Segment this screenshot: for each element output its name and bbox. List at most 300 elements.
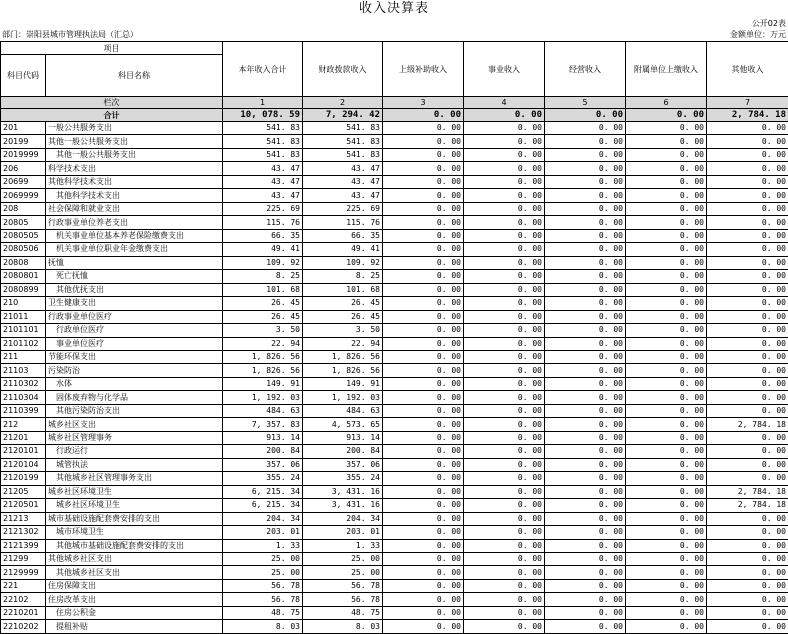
row-code: 2101101 xyxy=(1,324,46,337)
table-row xyxy=(1,391,788,404)
row-value: 0. 00 xyxy=(707,243,788,256)
row-value: 0. 00 xyxy=(626,148,707,161)
row-value: 0. 00 xyxy=(464,391,545,404)
row-value: 0. 00 xyxy=(464,526,545,539)
row-value: 0. 00 xyxy=(707,579,788,592)
row-name: 提租补贴 xyxy=(46,620,223,633)
row-value: 0. 00 xyxy=(464,364,545,377)
row-value: 0. 00 xyxy=(464,175,545,188)
income-table xyxy=(0,41,788,634)
row-value: 0. 00 xyxy=(707,175,788,188)
row-value: 0. 00 xyxy=(383,377,464,390)
row-name: 其他一般公共服务支出 xyxy=(46,135,223,148)
row-value: 8. 03 xyxy=(303,620,383,633)
row-value: 204. 34 xyxy=(223,512,303,525)
row-value: 0. 00 xyxy=(626,135,707,148)
row-name: 其他城乡社区管理事务支出 xyxy=(46,472,223,485)
header-name: 科目名称 xyxy=(46,55,223,97)
table-row xyxy=(1,270,788,283)
row-value: 43. 47 xyxy=(223,189,303,202)
row-name: 行政单位医疗 xyxy=(46,324,223,337)
row-value: 0. 00 xyxy=(464,324,545,337)
row-value: 0. 00 xyxy=(383,350,464,363)
row-name: 行政事业单位养老支出 xyxy=(46,216,223,229)
table-row xyxy=(1,579,788,592)
row-value: 0. 00 xyxy=(545,445,626,458)
unit-label: 金额单位：万元 xyxy=(730,30,786,39)
row-value: 48. 75 xyxy=(303,606,383,619)
row-value: 0. 00 xyxy=(383,553,464,566)
row-value: 203. 01 xyxy=(223,526,303,539)
row-value: 0. 00 xyxy=(626,579,707,592)
row-code: 20699 xyxy=(1,175,46,188)
row-value: 0. 00 xyxy=(464,539,545,552)
row-code: 2110399 xyxy=(1,404,46,417)
row-code: 2120199 xyxy=(1,472,46,485)
row-code: 2120101 xyxy=(1,445,46,458)
table-row xyxy=(1,324,788,337)
table-row xyxy=(1,135,788,148)
row-value: 0. 00 xyxy=(383,256,464,269)
row-value: 0. 00 xyxy=(383,122,464,135)
row-value: 0. 00 xyxy=(464,216,545,229)
row-value: 541. 83 xyxy=(303,135,383,148)
row-value: 0. 00 xyxy=(545,364,626,377)
total-value: 0. 00 xyxy=(545,109,626,122)
row-value: 0. 00 xyxy=(626,324,707,337)
total-label: 合计 xyxy=(1,109,223,122)
row-value: 0. 00 xyxy=(545,216,626,229)
row-value: 541. 83 xyxy=(303,122,383,135)
row-value: 225. 69 xyxy=(223,202,303,215)
table-row xyxy=(1,458,788,471)
lanci-num: 7 xyxy=(707,97,788,109)
row-value: 357. 06 xyxy=(223,458,303,471)
row-value: 0. 00 xyxy=(626,256,707,269)
row-value: 0. 00 xyxy=(707,512,788,525)
row-name: 住房保障支出 xyxy=(46,579,223,592)
row-value: 0. 00 xyxy=(545,553,626,566)
lanci-num: 5 xyxy=(545,97,626,109)
report-title: 收入决算表 xyxy=(358,1,429,16)
row-value: 0. 00 xyxy=(383,512,464,525)
row-value: 0. 00 xyxy=(464,229,545,242)
row-value: 0. 00 xyxy=(707,593,788,606)
row-value: 204. 34 xyxy=(303,512,383,525)
row-code: 2110302 xyxy=(1,377,46,390)
row-name: 其他城市基础设施配套费安排的支出 xyxy=(46,539,223,552)
row-value: 49. 41 xyxy=(303,243,383,256)
row-value: 0. 00 xyxy=(464,283,545,296)
row-value: 0. 00 xyxy=(626,350,707,363)
row-value: 0. 00 xyxy=(707,283,788,296)
row-value: 0. 00 xyxy=(626,539,707,552)
row-value: 0. 00 xyxy=(464,553,545,566)
table-row xyxy=(1,216,788,229)
row-value: 0. 00 xyxy=(464,579,545,592)
row-value: 0. 00 xyxy=(545,243,626,256)
row-value: 25. 00 xyxy=(223,566,303,579)
row-value: 203. 01 xyxy=(303,526,383,539)
row-value: 0. 00 xyxy=(545,539,626,552)
row-value: 8. 03 xyxy=(223,620,303,633)
row-value: 541. 83 xyxy=(223,122,303,135)
row-code: 2110304 xyxy=(1,391,46,404)
table-row xyxy=(1,283,788,296)
row-value: 4, 573. 65 xyxy=(303,418,383,431)
row-value: 0. 00 xyxy=(545,324,626,337)
row-code: 2121302 xyxy=(1,526,46,539)
table-row xyxy=(1,337,788,350)
row-code: 2120501 xyxy=(1,499,46,512)
row-code: 2080505 xyxy=(1,229,46,242)
row-value: 22. 94 xyxy=(223,337,303,350)
total-value: 7, 294. 42 xyxy=(303,109,383,122)
row-value: 6, 215. 34 xyxy=(223,499,303,512)
row-value: 200. 84 xyxy=(223,445,303,458)
lanci-num: 1 xyxy=(223,97,303,109)
row-value: 0. 00 xyxy=(383,418,464,431)
row-value: 0. 00 xyxy=(626,297,707,310)
row-name: 城乡社区环境卫生 xyxy=(46,485,223,498)
row-value: 0. 00 xyxy=(545,499,626,512)
table-row xyxy=(1,256,788,269)
row-name: 住房改革支出 xyxy=(46,593,223,606)
row-value: 0. 00 xyxy=(545,189,626,202)
row-value: 0. 00 xyxy=(626,404,707,417)
row-value: 43. 47 xyxy=(223,162,303,175)
row-value: 0. 00 xyxy=(383,472,464,485)
row-value: 56. 78 xyxy=(223,579,303,592)
row-value: 541. 83 xyxy=(303,148,383,161)
row-name: 一般公共服务支出 xyxy=(46,122,223,135)
row-value: 0. 00 xyxy=(464,566,545,579)
row-value: 0. 00 xyxy=(545,270,626,283)
row-value: 0. 00 xyxy=(383,270,464,283)
row-value: 0. 00 xyxy=(707,162,788,175)
row-code: 21299 xyxy=(1,553,46,566)
row-value: 0. 00 xyxy=(383,324,464,337)
row-value: 0. 00 xyxy=(383,526,464,539)
header-col-3: 上级补助收入 xyxy=(383,42,464,97)
row-value: 48. 75 xyxy=(223,606,303,619)
row-value: 0. 00 xyxy=(707,404,788,417)
row-value: 1, 826. 56 xyxy=(303,364,383,377)
row-name: 水体 xyxy=(46,377,223,390)
row-value: 0. 00 xyxy=(383,135,464,148)
table-row xyxy=(1,499,788,512)
header-col-6: 附属单位上缴收入 xyxy=(626,42,707,97)
row-code: 2069999 xyxy=(1,189,46,202)
row-code: 221 xyxy=(1,579,46,592)
row-value: 3. 50 xyxy=(303,324,383,337)
row-value: 0. 00 xyxy=(383,499,464,512)
row-value: 0. 00 xyxy=(626,418,707,431)
row-value: 25. 00 xyxy=(303,553,383,566)
row-value: 0. 00 xyxy=(464,512,545,525)
row-value: 0. 00 xyxy=(383,229,464,242)
row-value: 0. 00 xyxy=(707,391,788,404)
row-value: 0. 00 xyxy=(626,566,707,579)
row-value: 0. 00 xyxy=(707,377,788,390)
row-value: 1. 33 xyxy=(223,539,303,552)
row-value: 0. 00 xyxy=(383,606,464,619)
row-value: 0. 00 xyxy=(464,431,545,444)
row-value: 109. 92 xyxy=(223,256,303,269)
row-value: 49. 41 xyxy=(223,243,303,256)
row-value: 26. 45 xyxy=(303,310,383,323)
row-code: 20808 xyxy=(1,256,46,269)
row-value: 0. 00 xyxy=(464,620,545,633)
row-value: 0. 00 xyxy=(545,337,626,350)
row-value: 484. 63 xyxy=(303,404,383,417)
row-value: 0. 00 xyxy=(626,216,707,229)
row-value: 0. 00 xyxy=(464,472,545,485)
row-value: 109. 92 xyxy=(303,256,383,269)
row-value: 0. 00 xyxy=(464,310,545,323)
row-value: 0. 00 xyxy=(464,202,545,215)
row-value: 26. 45 xyxy=(223,297,303,310)
row-value: 1, 192. 03 xyxy=(303,391,383,404)
row-value: 0. 00 xyxy=(545,175,626,188)
row-value: 0. 00 xyxy=(545,283,626,296)
row-value: 0. 00 xyxy=(626,593,707,606)
row-value: 2, 784. 18 xyxy=(707,418,788,431)
row-value: 0. 00 xyxy=(707,526,788,539)
row-value: 66. 35 xyxy=(223,229,303,242)
row-value: 0. 00 xyxy=(626,512,707,525)
row-value: 0. 00 xyxy=(383,593,464,606)
row-value: 0. 00 xyxy=(464,337,545,350)
row-value: 0. 00 xyxy=(707,216,788,229)
table-row xyxy=(1,189,788,202)
row-value: 0. 00 xyxy=(545,391,626,404)
row-value: 0. 00 xyxy=(545,256,626,269)
row-value: 0. 00 xyxy=(707,606,788,619)
table-row xyxy=(1,445,788,458)
row-value: 6, 215. 34 xyxy=(223,485,303,498)
row-name: 固体废弃物与化学品 xyxy=(46,391,223,404)
table-row xyxy=(1,526,788,539)
lanci-label: 栏次 xyxy=(1,97,223,109)
row-name: 死亡抚恤 xyxy=(46,270,223,283)
table-row xyxy=(1,539,788,552)
row-value: 355. 24 xyxy=(303,472,383,485)
row-value: 0. 00 xyxy=(545,526,626,539)
table-row xyxy=(1,404,788,417)
row-value: 115. 76 xyxy=(303,216,383,229)
row-value: 0. 00 xyxy=(626,458,707,471)
row-name: 科学技术支出 xyxy=(46,162,223,175)
row-code: 2129999 xyxy=(1,566,46,579)
row-code: 21213 xyxy=(1,512,46,525)
row-name: 机关事业单位基本养老保险缴费支出 xyxy=(46,229,223,242)
row-value: 0. 00 xyxy=(464,593,545,606)
row-value: 43. 47 xyxy=(303,162,383,175)
lanci-num: 6 xyxy=(626,97,707,109)
row-value: 0. 00 xyxy=(464,485,545,498)
row-value: 0. 00 xyxy=(545,377,626,390)
row-value: 0. 00 xyxy=(707,148,788,161)
table-row xyxy=(1,310,788,323)
table-row xyxy=(1,431,788,444)
row-value: 0. 00 xyxy=(464,148,545,161)
row-value: 0. 00 xyxy=(707,445,788,458)
row-name: 其他科学技术支出 xyxy=(46,175,223,188)
row-code: 2210202 xyxy=(1,620,46,633)
row-value: 0. 00 xyxy=(545,472,626,485)
row-name: 机关事业单位职业年金缴费支出 xyxy=(46,243,223,256)
row-value: 0. 00 xyxy=(545,404,626,417)
table-row xyxy=(1,162,788,175)
row-value: 0. 00 xyxy=(383,189,464,202)
row-value: 0. 00 xyxy=(626,472,707,485)
header-code: 科目代码 xyxy=(1,55,46,97)
row-name: 其他优抚支出 xyxy=(46,283,223,296)
row-code: 2121399 xyxy=(1,539,46,552)
row-value: 0. 00 xyxy=(383,162,464,175)
table-row xyxy=(1,377,788,390)
table-row xyxy=(1,229,788,242)
row-value: 0. 00 xyxy=(707,458,788,471)
row-code: 20199 xyxy=(1,135,46,148)
row-name: 抚恤 xyxy=(46,256,223,269)
row-value: 225. 69 xyxy=(303,202,383,215)
row-value: 0. 00 xyxy=(383,243,464,256)
row-value: 0. 00 xyxy=(464,458,545,471)
row-code: 2080506 xyxy=(1,243,46,256)
row-name: 事业单位医疗 xyxy=(46,337,223,350)
row-value: 200. 84 xyxy=(303,445,383,458)
row-value: 149. 91 xyxy=(223,377,303,390)
row-value: 3, 431. 16 xyxy=(303,485,383,498)
row-value: 0. 00 xyxy=(626,364,707,377)
row-value: 0. 00 xyxy=(545,148,626,161)
row-value: 0. 00 xyxy=(464,189,545,202)
row-value: 0. 00 xyxy=(626,620,707,633)
row-value: 0. 00 xyxy=(383,566,464,579)
row-name: 行政事业单位医疗 xyxy=(46,310,223,323)
row-value: 115. 76 xyxy=(223,216,303,229)
row-value: 56. 78 xyxy=(303,593,383,606)
row-value: 0. 00 xyxy=(545,458,626,471)
row-code: 2080899 xyxy=(1,283,46,296)
row-value: 0. 00 xyxy=(626,270,707,283)
row-value: 26. 45 xyxy=(303,297,383,310)
row-value: 56. 78 xyxy=(223,593,303,606)
row-value: 0. 00 xyxy=(464,350,545,363)
row-value: 43. 47 xyxy=(303,175,383,188)
row-value: 0. 00 xyxy=(545,310,626,323)
row-value: 0. 00 xyxy=(383,297,464,310)
table-row xyxy=(1,485,788,498)
row-value: 0. 00 xyxy=(707,256,788,269)
row-value: 0. 00 xyxy=(545,431,626,444)
row-value: 0. 00 xyxy=(545,512,626,525)
row-value: 0. 00 xyxy=(707,297,788,310)
row-value: 0. 00 xyxy=(626,553,707,566)
row-value: 0. 00 xyxy=(464,162,545,175)
row-value: 0. 00 xyxy=(545,593,626,606)
row-name: 其他污染防治支出 xyxy=(46,404,223,417)
header-project: 项目 xyxy=(1,42,223,55)
row-value: 0. 00 xyxy=(383,620,464,633)
row-code: 2080801 xyxy=(1,270,46,283)
row-name: 其他一般公共服务支出 xyxy=(46,148,223,161)
row-value: 1, 826. 56 xyxy=(223,350,303,363)
row-value: 0. 00 xyxy=(707,310,788,323)
row-value: 8. 25 xyxy=(223,270,303,283)
row-name: 城市环境卫生 xyxy=(46,526,223,539)
row-value: 0. 00 xyxy=(626,310,707,323)
row-code: 2210201 xyxy=(1,606,46,619)
row-value: 1, 826. 56 xyxy=(223,364,303,377)
row-value: 0. 00 xyxy=(383,485,464,498)
row-value: 1, 826. 56 xyxy=(303,350,383,363)
lanci-num: 2 xyxy=(303,97,383,109)
row-value: 0. 00 xyxy=(707,472,788,485)
row-value: 541. 83 xyxy=(223,148,303,161)
row-value: 0. 00 xyxy=(545,202,626,215)
row-value: 0. 00 xyxy=(707,350,788,363)
row-value: 0. 00 xyxy=(545,485,626,498)
row-value: 0. 00 xyxy=(383,175,464,188)
row-value: 0. 00 xyxy=(383,337,464,350)
row-name: 污染防治 xyxy=(46,364,223,377)
row-value: 0. 00 xyxy=(626,189,707,202)
row-name: 城乡社区支出 xyxy=(46,418,223,431)
row-value: 0. 00 xyxy=(545,606,626,619)
row-value: 0. 00 xyxy=(383,202,464,215)
row-code: 22102 xyxy=(1,593,46,606)
table-row xyxy=(1,122,788,135)
row-value: 0. 00 xyxy=(707,337,788,350)
table-row xyxy=(1,593,788,606)
row-value: 0. 00 xyxy=(383,391,464,404)
table-row xyxy=(1,566,788,579)
row-value: 3. 50 xyxy=(223,324,303,337)
row-name: 其他城乡社区支出 xyxy=(46,566,223,579)
row-value: 0. 00 xyxy=(626,243,707,256)
lanci-num: 4 xyxy=(464,97,545,109)
row-value: 0. 00 xyxy=(464,270,545,283)
table-row xyxy=(1,418,788,431)
row-value: 43. 47 xyxy=(303,189,383,202)
row-value: 0. 00 xyxy=(464,499,545,512)
table-body xyxy=(1,122,788,634)
row-value: 0. 00 xyxy=(707,202,788,215)
row-name: 城管执法 xyxy=(46,458,223,471)
table-row xyxy=(1,297,788,310)
row-value: 355. 24 xyxy=(223,472,303,485)
row-value: 0. 00 xyxy=(626,283,707,296)
row-value: 0. 00 xyxy=(545,350,626,363)
header-col-4: 事业收入 xyxy=(464,42,545,97)
row-value: 101. 68 xyxy=(223,283,303,296)
row-value: 0. 00 xyxy=(383,364,464,377)
row-code: 2101102 xyxy=(1,337,46,350)
row-value: 0. 00 xyxy=(464,418,545,431)
row-value: 66. 35 xyxy=(303,229,383,242)
row-value: 0. 00 xyxy=(464,135,545,148)
row-value: 0. 00 xyxy=(464,606,545,619)
row-value: 913. 14 xyxy=(303,431,383,444)
lanci-num: 3 xyxy=(383,97,464,109)
row-value: 0. 00 xyxy=(626,431,707,444)
row-value: 0. 00 xyxy=(464,243,545,256)
row-value: 0. 00 xyxy=(383,445,464,458)
row-value: 0. 00 xyxy=(707,364,788,377)
